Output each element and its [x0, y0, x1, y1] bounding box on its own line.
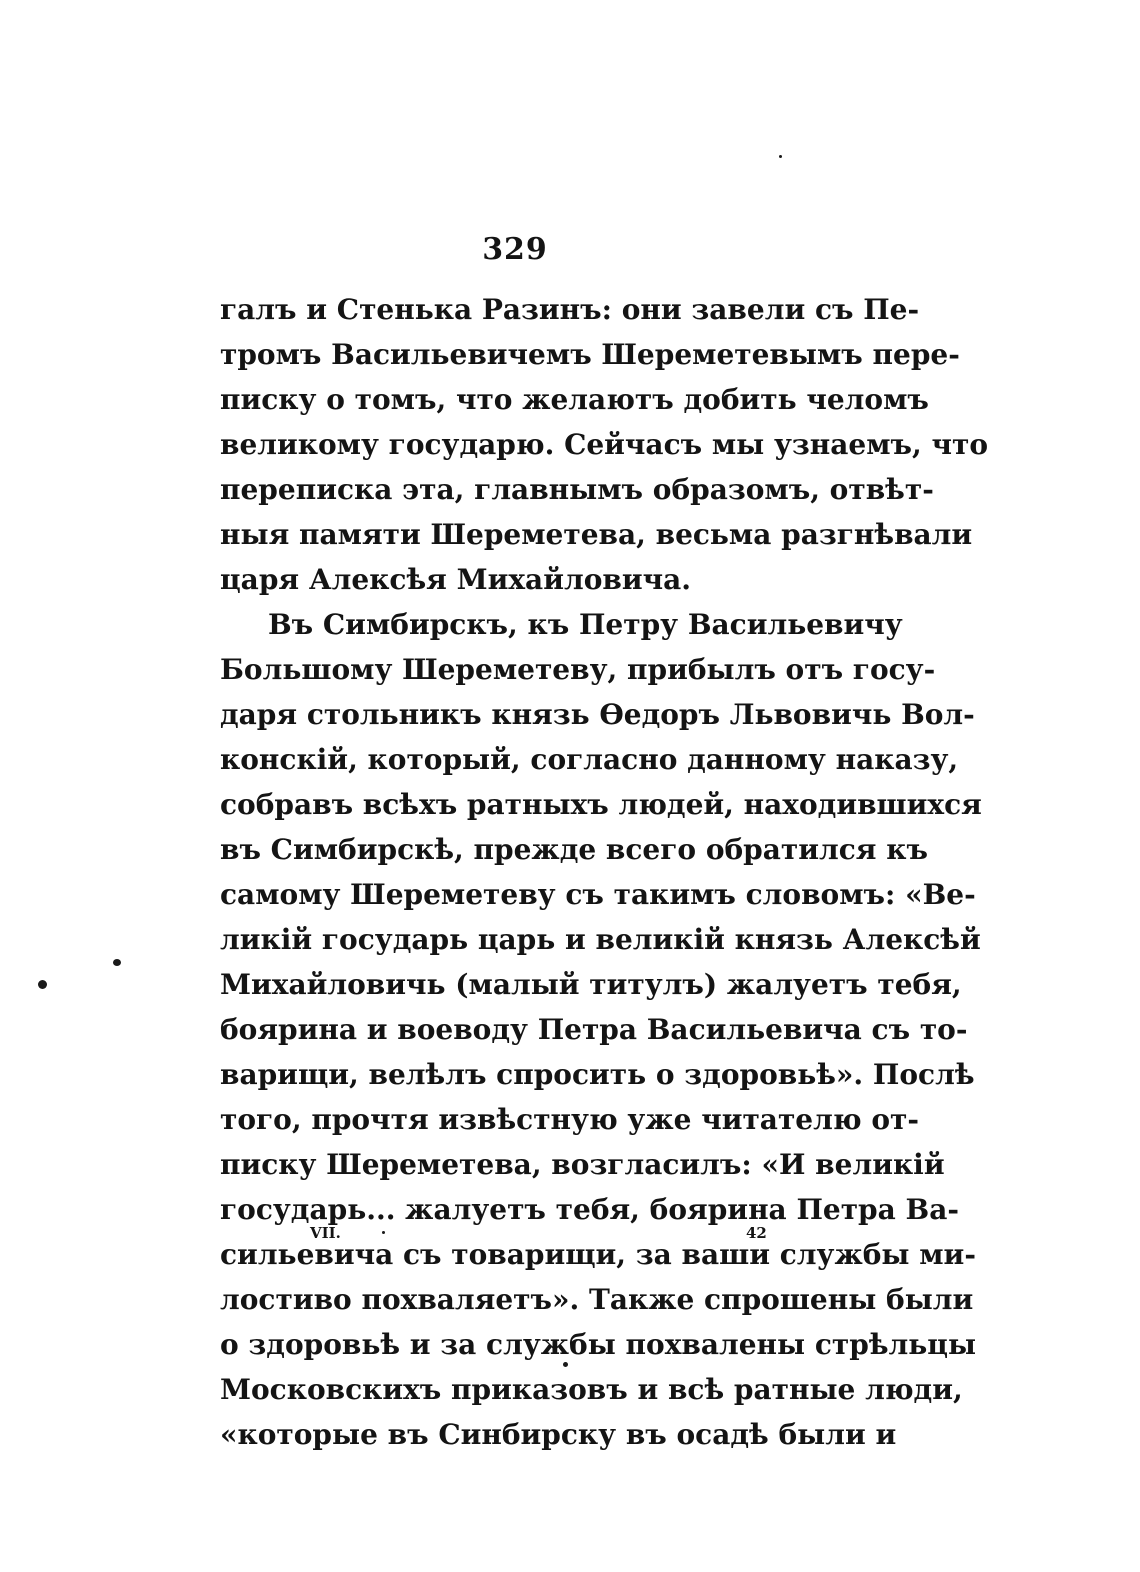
text-line: переписка эта, главнымъ образомъ, отвѣт-	[220, 473, 934, 506]
text-line: того, прочтя извѣстную уже читателю от-	[220, 1103, 919, 1136]
text-line: писку Шереметева, возгласилъ: «И великій	[220, 1148, 945, 1181]
scan-speck	[382, 1231, 385, 1234]
text-line: Въ Симбирскъ, къ Петру Васильевичу	[268, 608, 903, 641]
scan-speck	[563, 1362, 568, 1367]
text-line: Михайловичь (малый титулъ) жалуетъ тебя,	[220, 968, 962, 1001]
text-line: Большому Шереметеву, прибылъ отъ госу-	[220, 653, 936, 686]
text-line: о здоровьѣ и за службы похвалены стрѣльцы	[220, 1328, 977, 1361]
text-line: конскій, который, согласно данному наказу,	[220, 743, 959, 776]
text-line: самому Шереметеву съ такимъ словомъ: «Ве-	[220, 878, 976, 911]
scan-speck	[779, 155, 782, 158]
text-line: ликій государь царь и великій князь Алексѣй	[220, 923, 981, 956]
text-line: царя Алексѣя Михайловича.	[220, 563, 691, 596]
page-number: 329	[482, 232, 548, 267]
text-line: «которые въ Синбирску въ осадѣ были и	[220, 1418, 897, 1451]
text-line: Московскихъ приказовъ и всѣ ратные люди,	[220, 1373, 963, 1406]
text-line: тромъ Васильевичемъ Шереметевымъ пере-	[220, 338, 960, 371]
text-line: государь... жалуетъ тебя, боярина Петра Ва-	[220, 1193, 959, 1226]
text-line: въ Симбирскѣ, прежде всего обратился къ	[220, 833, 928, 866]
text-line: собравъ всѣхъ ратныхъ людей, находившихся	[220, 788, 982, 821]
text-line: ныя памяти Шереметева, весьма разгнѣвали	[220, 518, 973, 551]
signature-number: 42	[746, 1224, 767, 1242]
scan-speck	[38, 980, 47, 989]
text-line: даря стольникъ князь Ѳедоръ Львовичь Вол-	[220, 698, 975, 731]
signature-mark: VII.	[310, 1224, 341, 1242]
text-line: галъ и Стенька Разинъ: они завели съ Пе-	[220, 293, 920, 326]
text-line: лостиво похваляетъ». Также спрошены были	[220, 1283, 974, 1316]
text-line: великому государю. Сейчасъ мы узнаемъ, что	[220, 428, 989, 461]
text-line: сильевича съ товарищи, за ваши службы ми-	[220, 1238, 976, 1271]
body-text	[220, 287, 989, 1457]
text-line: варищи, велѣлъ спросить о здоровьѣ». Послѣ	[220, 1058, 975, 1091]
text-line: писку о томъ, что желаютъ добить челомъ	[220, 383, 929, 416]
text-line: боярина и воеводу Петра Васильевича съ то-	[220, 1013, 968, 1046]
scan-speck	[113, 959, 121, 966]
